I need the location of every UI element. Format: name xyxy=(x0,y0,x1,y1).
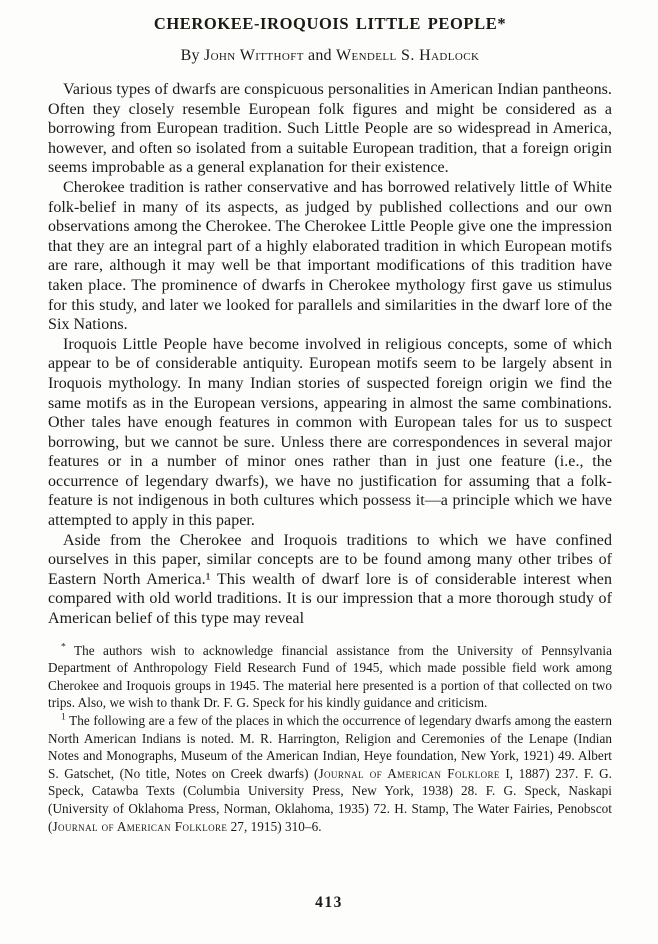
body-paragraph: Aside from the Cherokee and Iroquois traditions to which we have confined ourselves in this paper, similar concepts are to be found among many other tribes of Eastern North America.¹ This wealth of dwarf lore is of considerable interest when compared with old world traditions. It is our impression that a more thorough study of American belief of this type may reveal xyxy=(48,531,612,628)
byline xyxy=(48,47,612,65)
footnote-text xyxy=(48,643,612,711)
article-title: CHEROKEE-IROQUOIS LITTLE PEOPLE* xyxy=(153,14,507,33)
smallcaps-text: Wendell S. Hadlock xyxy=(335,47,480,64)
smallcaps-text: John Witthoft xyxy=(203,47,304,64)
smallcaps-text: Journal of American Folklore xyxy=(52,818,228,834)
body-paragraph: Various types of dwarfs are conspicuous personalities in American Indian pantheons. Often they closely resemble European folk figures and might be considered as a borrowing from European tradition. Such Little People are so widespread in America, however, and often so isolated from a suitable European tradition, that a foreign origin seems improbable as a general explanation for their existence. xyxy=(48,81,612,177)
text-segment: and xyxy=(303,47,336,64)
text-segment: I, 1887) 237. F. G. Speck, Catawba Texts (Columbia University Press, New York, 1938) 28. F. G. Speck, Naskapi (University of Oklahoma Press, Norman, Oklahoma, 1935) 72. H. Stamp, The Water Fairies, Penobscot ( xyxy=(48,765,612,834)
text-segment: The authors wish to acknowledge financial assistance from the University of Pennsylvania Department of Anthropology Field Research Fund of 1945, which made possible field work among Cherokee and Iroquois groups in 1945. The material here presented is a portion of that collected on two trips. Also, we wish to thank Dr. F. G. Speck for his kindly guidance and criticism. xyxy=(48,642,612,711)
body-paragraph: Cherokee tradition is rather conservative and has borrowed relatively little of White folk-belief in many of its aspects, as judged by published collections and our own observations among the Cherokee. The Cherokee Little People give one the impression that they are an integral part of a highly elaborated tradition in which European motifs are rare, although it may well be that important modifications of this tradition have taken place. The prominence of dwarfs in Cherokee mythology first gave us stimulus for this study, and later we looked for parallels and similarities in the dwarf lore of the Six Nations. xyxy=(48,178,612,334)
text-segment: 27, 1915) 310–6. xyxy=(227,818,322,834)
footnotes-section xyxy=(48,642,612,836)
footnote-marker: * xyxy=(61,642,66,653)
text-segment: By xyxy=(180,47,204,64)
footnote xyxy=(48,642,612,712)
article-body xyxy=(48,80,612,629)
text-segment: The following are a few of the places in which the occurrence of legendary dwarfs among the eastern North American Indians is noted. M. R. Harrington, Religion and Ceremonies of the Lenape (Indian Notes and Monographs, Museum of the American Indian, Heye foundation, New York, 1921) 49. Albert S. Gatschet, (No title, Notes on Creek dwarfs) ( xyxy=(48,713,612,781)
smallcaps-text: Journal of American Folklore xyxy=(318,765,500,781)
footnote-text xyxy=(48,713,612,834)
footnote xyxy=(48,712,612,835)
body-paragraph: Iroquois Little People have become involved in religious concepts, some of which appear to be of considerable antiquity. European motifs seem to be largely absent in Iroquois mythology. In many Indian stories of suspected foreign origin we find the same motifs as in the European versions, appearing in almost the same combinations. Other tales have enough features in common with European tales for us to suspect borrowing, but we cannot be sure. Unless there are correspondences in several major features or in a number of minor ones rather than in just one feature (i.e., the occurrence of legendary dwarfs), we have no justification for assuming that a folk-feature is not indigenous in both cultures which possess it—a principle which we have attempted to apply in this paper. xyxy=(48,335,612,530)
footnote-marker: 1 xyxy=(61,712,66,723)
page-number: 413 xyxy=(315,894,343,911)
